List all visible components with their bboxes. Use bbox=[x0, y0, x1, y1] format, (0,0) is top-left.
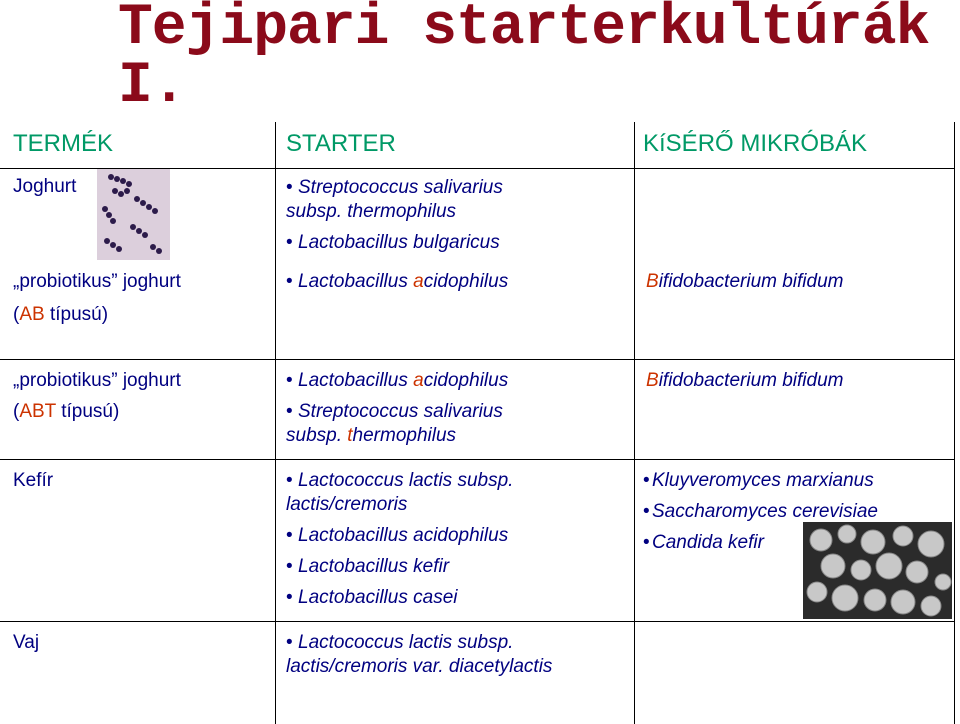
accompanying-list-kefir: • Kluyveromyces marxianus • Saccharomyces cerevisiae • Candida kefir bbox=[643, 470, 878, 553]
yeast-micrograph bbox=[803, 522, 952, 619]
starter-list-abt: • Lactobacillus acidophilus • Streptococcus salivarius subsp. thermophilus bbox=[286, 370, 509, 446]
product-vaj: Vaj bbox=[13, 632, 40, 653]
starter-joghurt-3: Lactobacillus bulgaricus bbox=[298, 232, 500, 253]
starter-ab: • Lactobacillus acidophilus bbox=[286, 271, 509, 292]
product-ab: „probiotikus” joghurt (AB típusú) bbox=[13, 271, 181, 325]
product-ab-code: AB bbox=[19, 304, 45, 325]
accompanying-ab: Bifidobacterium bifidum bbox=[646, 271, 844, 292]
product-joghurt: Joghurt bbox=[13, 176, 77, 197]
streptococcus-micrograph bbox=[97, 169, 170, 260]
product-kefir: Kefír bbox=[13, 470, 54, 491]
product-abt-code: ABT bbox=[19, 401, 56, 422]
starter-list-kefir: • Lactococcus lactis subsp. lactis/cremoris • Lactobacillus acidophilus • Lactobacillus kefir • Lactobacillus casei bbox=[286, 470, 514, 608]
starter-list-joghurt: • Streptococcus salivarius subsp. thermophilus • Lactobacillus bulgaricus bbox=[286, 177, 503, 253]
accompanying-abt: Bifidobacterium bifidum bbox=[646, 370, 844, 391]
starter-list-vaj: • Lactococcus lactis subsp. lactis/cremoris var. diacetylactis bbox=[286, 632, 553, 677]
product-abt: „probiotikus” joghurt (ABT típusú) bbox=[13, 370, 181, 422]
product-ab-quote: „probiotikus” joghurt bbox=[13, 271, 181, 292]
starter-joghurt-2: subsp. thermophilus bbox=[286, 201, 457, 222]
header-product: TERMÉK bbox=[13, 130, 114, 157]
product-abt-quote: „probiotikus” joghurt bbox=[13, 370, 181, 391]
header-accompanying: KíSÉRŐ MIKRÓBÁK bbox=[643, 130, 868, 157]
starter-joghurt-1: Streptococcus salivarius bbox=[298, 177, 503, 198]
header-starter: STARTER bbox=[286, 130, 396, 157]
page-title: Tejipari starterkultúrák I. bbox=[118, 0, 930, 119]
